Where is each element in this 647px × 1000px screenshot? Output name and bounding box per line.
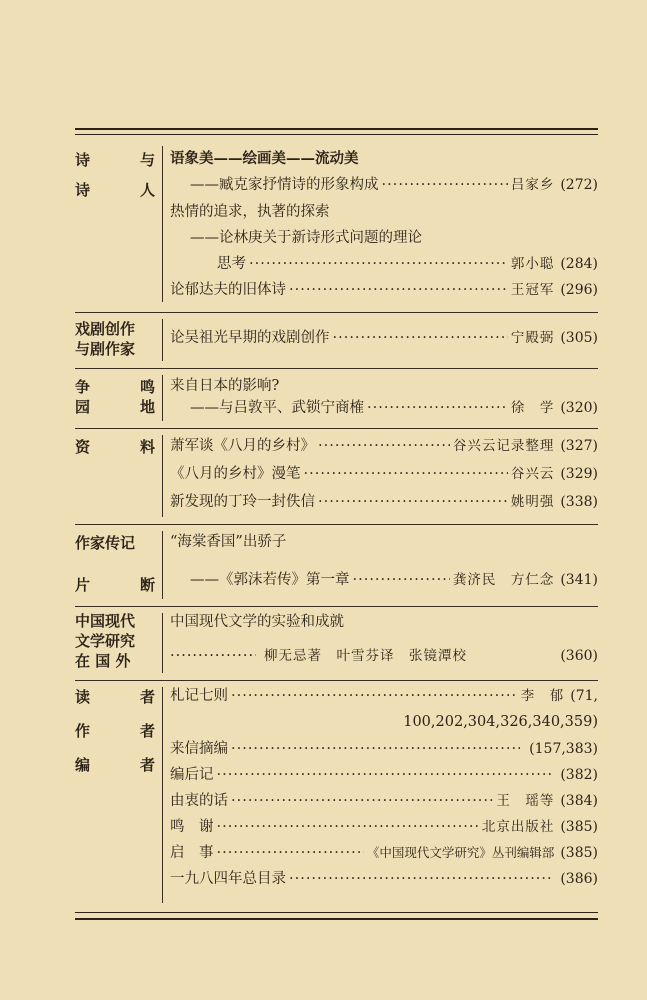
entry-author: 王冠军	[510, 282, 555, 298]
entry-title: 来信摘编	[170, 741, 228, 757]
toc-entry[interactable]	[190, 174, 598, 196]
section-category	[75, 319, 155, 359]
entry-title: 中国现代文学的实验和成就	[170, 614, 344, 630]
entry-title: “海棠香国”出骄子	[170, 534, 287, 550]
leader-dots	[289, 279, 508, 301]
toc-entry[interactable]	[170, 816, 598, 838]
leader-dots	[217, 764, 552, 786]
toc-entry[interactable]	[170, 279, 598, 301]
entry-title: 编后记	[170, 767, 214, 783]
entry-title: 启 事	[170, 845, 214, 861]
leader-dots	[289, 868, 551, 890]
section-category	[75, 437, 155, 457]
toc-entry	[170, 711, 598, 733]
bottom-rule-thin	[75, 912, 598, 913]
entry-author: 龚济民 方仁念	[452, 572, 555, 588]
leader-dots	[333, 327, 508, 349]
entry-title: 语象美——绘画美——流动美	[170, 150, 359, 167]
leader-dots	[231, 685, 518, 707]
leader-dots	[231, 738, 520, 760]
section-abroad	[75, 606, 598, 677]
entry-page: (320)	[560, 400, 598, 416]
category-line: 作家传记	[75, 534, 136, 552]
entry-page: (386)	[560, 871, 598, 887]
entry-page: (296)	[560, 282, 598, 298]
category-line: 在 国 外	[75, 652, 131, 670]
entry-title: ——论林庚关于新诗形式问题的理论	[190, 230, 422, 246]
toc-entry[interactable]	[170, 531, 598, 553]
entry-page: (327)	[560, 438, 598, 454]
entry-title: 鸣 谢	[170, 819, 214, 835]
entry-page: (341)	[560, 572, 598, 588]
entry-page: (71,	[570, 688, 598, 704]
entry-title: 一九八四年总目录	[170, 871, 286, 887]
entry-page: (272)	[560, 177, 598, 193]
leader-dots	[170, 645, 256, 667]
column-divider	[162, 613, 163, 673]
section-category	[75, 533, 155, 595]
leader-dots	[217, 816, 479, 838]
toc-entry[interactable]	[170, 148, 598, 170]
category-line: 戏剧创作	[75, 320, 136, 338]
entry-page: (284)	[560, 256, 598, 272]
category-line: 资 料	[75, 438, 155, 456]
entry-page: (360)	[560, 648, 598, 664]
toc-entry[interactable]	[170, 738, 598, 760]
section-debate	[75, 368, 598, 425]
entry-author: 姚明强	[510, 494, 555, 510]
category-line: 诗 与	[75, 151, 155, 169]
toc-entry[interactable]	[170, 645, 598, 667]
entry-author: 柳无忌著 叶雪芬译 张镜潭校	[264, 648, 467, 664]
entry-page: (329)	[560, 466, 598, 482]
category-line: 诗 人	[75, 181, 155, 199]
entry-title: 来自日本的影响?	[170, 378, 280, 394]
top-rule	[75, 128, 598, 130]
entry-title: 萧军谈《八月的乡村》	[170, 438, 315, 454]
toc-entry[interactable]	[170, 868, 598, 890]
entry-author: 《中国现代文学研究》丛刊编辑部	[366, 845, 555, 860]
leader-dots	[382, 174, 508, 196]
entry-title: 《八月的乡村》漫笔	[170, 466, 301, 482]
category-line: 园 地	[75, 398, 155, 416]
toc-entry[interactable]	[170, 611, 598, 633]
entry-author: 郭小聪	[510, 256, 555, 272]
category-line: 读 者	[75, 688, 155, 706]
bottom-rule	[75, 918, 598, 920]
leader-dots	[231, 790, 493, 812]
section-readers	[75, 680, 598, 909]
category-line: 争 鸣	[75, 378, 155, 396]
entry-title: ——《郭沫若传》第一章	[190, 572, 350, 588]
entry-author: 北京出版社	[481, 819, 555, 835]
entry-page: (385)	[560, 845, 598, 861]
category-line: 作 者	[75, 722, 155, 740]
entry-title: 札记七则	[170, 688, 228, 704]
leader-dots	[367, 397, 508, 419]
leader-dots	[353, 569, 450, 591]
section-category	[75, 611, 155, 671]
entry-author: 谷兴云	[510, 466, 555, 482]
toc-entry[interactable]	[190, 397, 598, 419]
entry-author: 徐 学	[510, 400, 555, 416]
entry-title: 论郁达夫的旧体诗	[170, 282, 286, 298]
entry-author: 吕家乡	[510, 177, 555, 193]
entry-page: (382)	[560, 767, 598, 783]
leader-dots	[304, 463, 508, 485]
section-biography	[75, 524, 598, 603]
column-divider	[162, 531, 163, 599]
toc-entry[interactable]	[170, 327, 598, 349]
toc-entry[interactable]	[170, 764, 598, 786]
toc-entry[interactable]	[170, 685, 598, 707]
leader-dots	[318, 435, 450, 457]
category-line: 文学研究	[75, 632, 136, 650]
column-divider	[162, 319, 163, 361]
column-divider	[162, 146, 163, 302]
entry-title: 论吴祖光早期的戏剧创作	[170, 330, 330, 346]
toc-entry[interactable]	[170, 790, 598, 812]
entry-author: 谷兴云记录整理	[452, 438, 555, 454]
entry-page-continued: 100,202,304,326,340,359)	[403, 714, 598, 730]
category-line: 片 断	[75, 576, 155, 594]
section-poetry	[75, 140, 598, 308]
section-drama	[75, 312, 598, 365]
toc-entry[interactable]	[190, 569, 598, 591]
category-line: 中国现代	[75, 612, 136, 630]
top-rule-thin	[75, 134, 598, 135]
entry-author: 王 瑶等	[496, 793, 555, 809]
entry-title: ——与吕敦平、武锁宁商榷	[190, 400, 364, 416]
section-category	[75, 687, 155, 775]
column-divider	[162, 435, 163, 517]
toc-entry[interactable]	[170, 201, 598, 223]
entry-title: 思考	[217, 256, 246, 272]
category-line: 编 者	[75, 756, 155, 774]
section-materials	[75, 428, 598, 521]
toc-entry[interactable]	[170, 842, 598, 864]
entry-page: (338)	[560, 494, 598, 510]
leader-dots	[318, 491, 508, 513]
entry-author: 李 郁	[520, 688, 565, 704]
entry-author: 宁殿弼	[510, 330, 555, 346]
entry-title: 热情的追求，执著的探索	[170, 204, 330, 220]
entry-page: (384)	[560, 793, 598, 809]
toc-entry[interactable]	[190, 227, 598, 249]
leader-dots	[217, 842, 364, 864]
toc-entry[interactable]	[170, 491, 598, 513]
entry-page: (157,383)	[529, 741, 598, 757]
column-divider	[162, 375, 163, 421]
toc-entry[interactable]	[170, 435, 598, 457]
toc-entry[interactable]	[217, 253, 598, 275]
entry-page: (385)	[560, 819, 598, 835]
leader-dots	[249, 253, 508, 275]
category-line: 与剧作家	[75, 340, 136, 358]
section-category	[75, 150, 155, 200]
entry-title: ——臧克家抒情诗的形象构成	[190, 177, 379, 193]
toc-entry[interactable]	[170, 375, 598, 397]
entry-title: 由衷的话	[170, 793, 228, 809]
entry-page: (305)	[560, 330, 598, 346]
toc-entry[interactable]	[170, 463, 598, 485]
entry-title: 新发现的丁玲一封佚信	[170, 494, 315, 510]
column-divider	[162, 687, 163, 903]
section-category	[75, 377, 155, 417]
